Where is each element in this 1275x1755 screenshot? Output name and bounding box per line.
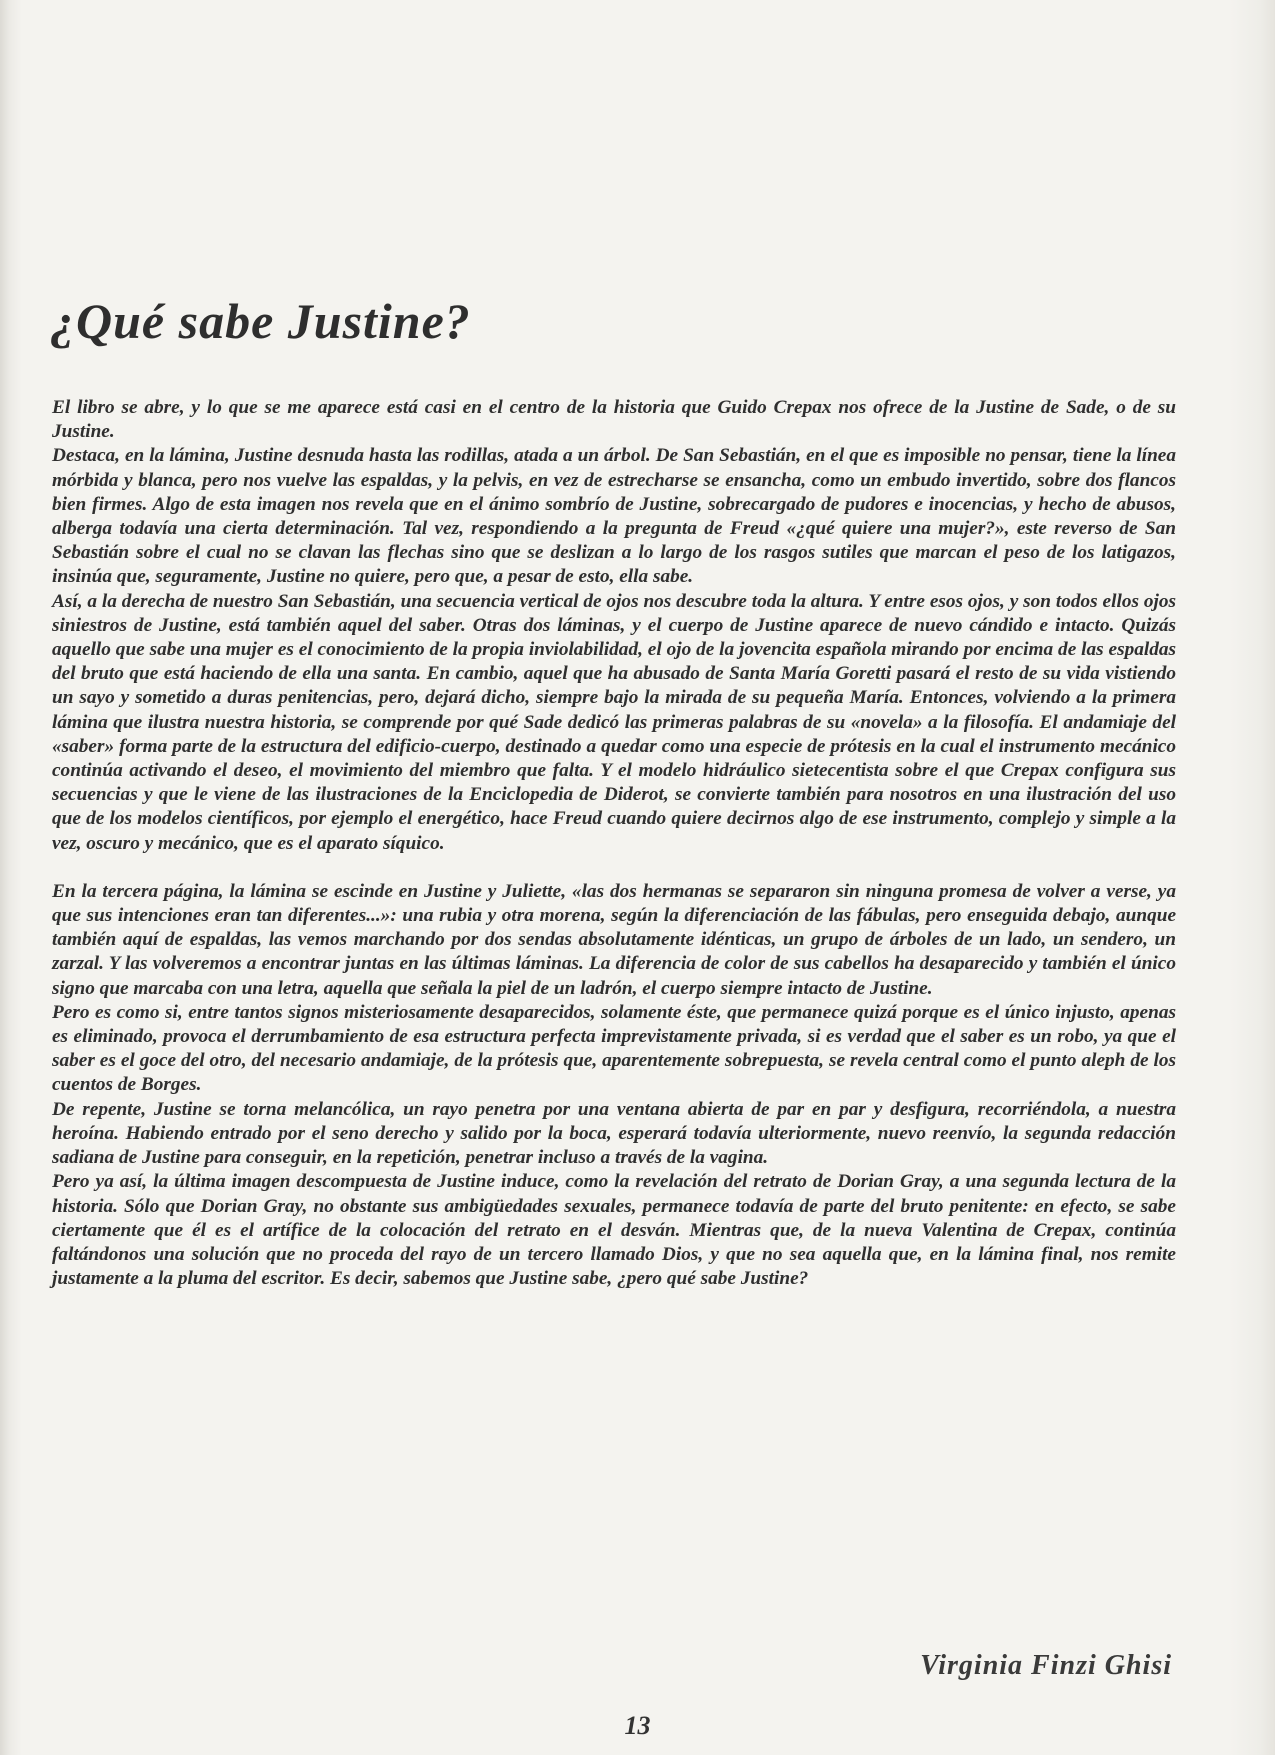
paragraph: Pero ya así, la última imagen descompuesta de Justine induce, como la revelación del retrato de Dorian Gray, a una segunda lectura de la historia. Sólo que Dorian Gray, no obstante sus ambigüedades sexuales, permanece todavía de parte del bruto penitente: en efecto, se sabe ciertamente que él es el artífice de la colocación del retrato en el desván. Mientras que, de la nueva Valentina de Crepax, continúa faltándonos una solución que no proceda del rayo de un tercero llamado Dios, y que no sea aquella que, en la lámina final, nos remite justamente a la pluma del escritor. Es decir, sabemos que Justine sabe, ¿pero qué sabe Justine?	[52, 1171, 1176, 1290]
paragraph: De repente, Justine se torna melancólica, un rayo penetra por una ventana abierta de par en par y desfigura, recorriéndola, a nuestra heroína. Habiendo entrado por el seno derecho y salido por la boca, esperará todavía ulteriormente, nuevo reenvío, la segunda redacción sadiana de Justine para conseguir, en la repetición, penetrar incluso a través de la vagina.	[52, 1098, 1176, 1169]
article-title: ¿Qué sabe Justine?	[50, 293, 471, 349]
author-signature: Virginia Finzi Ghisi	[920, 1650, 1172, 1681]
article-body	[52, 396, 1176, 1291]
paragraph: Destaca, en la lámina, Justine desnuda hasta las rodillas, atada a un árbol. De San Sebastián, en el que es imposible no pensar, tiene la línea mórbida y blanca, pero nos vuelve las espaldas, y la pelvis, en vez de estrecharse se ensancha, como un embudo invertido, sobre dos flancos bien firmes. Algo de esta imagen nos revela que en el ánimo sombrío de Justine, sobrecargado de pudores e inocencias, y hecho de abusos, alberga todavía una cierta determinación. Tal vez, respondiendo a la pregunta de Freud «¿qué quiere una mujer?», este reverso de San Sebastián sobre el cual no se clavan las flechas sino que se deslizan a lo largo de los rasgos sutiles que marcan el peso de los latigazos, insinúa que, seguramente, Justine no quiere, pero que, a pesar de esto, ella sabe.	[52, 445, 1176, 588]
paragraph: Así, a la derecha de nuestro San Sebastián, una secuencia vertical de ojos nos descubre toda la altura. Y entre esos ojos, y son todos ellos ojos siniestros de Justine, está también aquel del saber. Otras dos láminas, y el cuerpo de Justine aparece de nuevo cándido e intacto. Quizás aquello que sabe una mujer es el conocimiento de la propia inviolabilidad, el ojo de la jovencita española mirando por encima de las espaldas del bruto que está haciendo de ella una santa. En cambio, aquel que ha abusado de Santa María Goretti pasará el resto de su vida vistiendo un sayo y sometido a duras penitencias, pero, dejará dicho, siempre bajo la mirada de su pequeña María. Entonces, volviendo a la primera lámina que ilustra nuestra historia, se comprende por qué Sade dedicó las primeras palabras de su «novela» a la filosofía. El andamiaje del «saber» forma parte de la estructura del edificio-cuerpo, destinado a quedar como una especie de prótesis en la cual el instrumento mecánico continúa activando el deseo, el movimiento del miembro que falta. Y el modelo hidráulico sietecentista sobre el que Crepax configura sus secuencias y que le viene de las ilustraciones de la Enciclopedia de Diderot, se convierte también para nosotros en una ilustración del uso que de los modelos científicos, por ejemplo el energético, hace Freud cuando quiere decirnos algo de ese instrumento, complejo y simple a la vez, oscuro y mecánico, que es el aparato síquico.	[52, 590, 1176, 854]
paragraph: El libro se abre, y lo que se me aparece está casi en el centro de la historia que Guido Crepax nos ofrece de la Justine de Sade, o de su Justine.	[52, 397, 1176, 443]
page-number: 13	[624, 1711, 651, 1740]
paragraph: En la tercera página, la lámina se escinde en Justine y Juliette, «las dos hermanas se separaron sin ninguna promesa de volver a verse, ya que sus intenciones eran tan diferentes...»: una rubia y otra morena, según la diferenciación de las fábulas, pero enseguida debajo, aunque también aquí de espaldas, las vemos marchando por dos sendas absolutamente idénticas, un grupo de árboles de un lado, un sendero, un zarzal. Y las volveremos a encontrar juntas en las últimas láminas. La diferencia de color de sus cabellos ha desaparecido y también el único signo que marcaba con una letra, aquella que señala la piel de un ladrón, el cuerpo siempre intacto de Justine.	[52, 880, 1176, 999]
paragraph: Pero es como si, entre tantos signos misteriosamente desaparecidos, solamente éste, que permanece quizá porque es el único injusto, apenas es eliminado, provoca el derrumbamiento de esa estructura perfecta imprevistamente privada, si es verdad que el saber es un robo, ya que el saber es el goce del otro, del necesario andamiaje, de la prótesis que, aparentemente sobrepuesta, se revela central como el punto aleph de los cuentos de Borges.	[52, 1001, 1176, 1096]
